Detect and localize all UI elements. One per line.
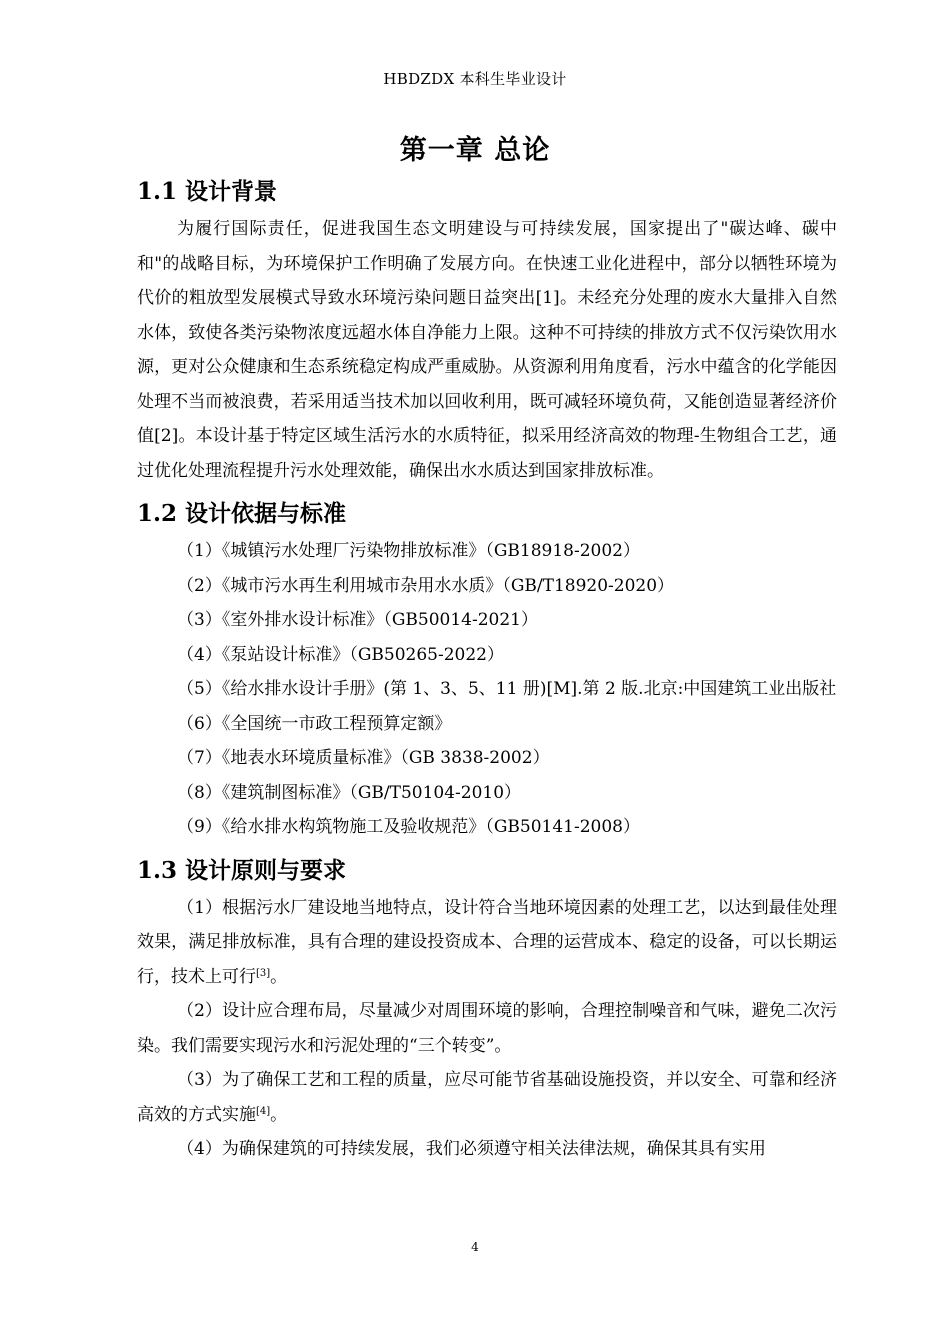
- page-header: HBDZDX 本科生毕业设计: [383, 70, 567, 88]
- standard-item: （4）《泵站设计标准》（GB50265-2022）: [177, 644, 504, 665]
- principle-text: （4）为确保建筑的可持续发展，我们必须遵守相关法律法规，确保其具有实用: [177, 1139, 766, 1159]
- principle-paragraph: [137, 994, 837, 1063]
- principle-text: （2）设计应合理布局，尽量减少对周围环境的影响，合理控制噪音和气味，避免二次污染。我们需要实现污水和污泥处理的“三个转变”。: [137, 1001, 837, 1056]
- section-heading-1-2: 1.2 设计依据与标准: [137, 500, 347, 527]
- standard-item: （1）《城镇污水处理厂污染物排放标准》（GB18918-2002）: [177, 541, 640, 561]
- principle-paragraph: [137, 891, 837, 995]
- standard-item: （3）《室外排水设计标准》（GB50014-2021）: [177, 610, 538, 630]
- page-content: [137, 172, 837, 1167]
- section-heading-1-3: 1.3 设计原则与要求: [137, 856, 347, 884]
- standard-item: （8）《建筑制图标准》（GB/T50104-2010）: [177, 782, 522, 803]
- standard-item: （5）《给水排水设计手册》(第 1、3、5、11 册)[M].第 2 版.北京:中国建筑工业出版社: [177, 679, 837, 699]
- standard-item: （2）《城市污水再生利用城市杂用水水质》（GB/T18920-2020）: [177, 575, 675, 596]
- principle-text: （1）根据污水厂建设地当地特点，设计符合当地环境因素的处理工艺，以达到最佳处理效果，满足排放标准，具有合理的建设投资成本、合理的运营成本、稳定的设备，可以长期运行，技术上可行: [137, 897, 837, 987]
- citation: [4]: [256, 1105, 271, 1117]
- principle-paragraph: [137, 1132, 837, 1167]
- section-heading-1-1: 1.1 设计背景: [137, 178, 278, 205]
- standard-item: （7）《地表水环境质量标准》（GB 3838-2002）: [177, 748, 550, 768]
- standard-item: （9）《给水排水构筑物施工及验收规范》（GB50141-2008）: [177, 817, 640, 837]
- principle-tail: 。: [270, 966, 288, 987]
- background-paragraph: 为履行国际责任，促进我国生态文明建设与可持续发展，国家提出了"碳达峰、碳中和"的战略目标，为环境保护工作明确了发展方向。在快速工业化进程中，部分以牺牲环境为代价的粗放型发展模式导致水环境污染问题日益突出[1]。未经充分处理的废水大量排入自然水体，致使各类污染物浓度远超水体自净能力上限。这种不可持续的排放方式不仅污染饮用水源，更对公众健康和生态系统稳定构成严重威胁。从资源利用角度看，污水中蕴含的化学能因处理不当而被浪费，若采用适当技术加以回收利用，既可减轻环境负荷，又能创造显著经济价值[2]。本设计基于特定区域生活污水的水质特征，拟采用经济高效的物理-生物组合工艺，通过优化处理流程提升污水处理效能，确保出水水质达到国家排放标准。: [137, 219, 837, 481]
- principle-tail: 。: [270, 1104, 288, 1125]
- citation: [3]: [256, 967, 271, 979]
- page-number: 4: [471, 1240, 479, 1254]
- principle-paragraph: [137, 1063, 837, 1132]
- chapter-title: 第一章 总论: [399, 135, 551, 166]
- principle-text: （3）为了确保工艺和工程的质量，应尽可能节省基础设施投资，并以安全、可靠和经济高效的方式实施: [137, 1070, 837, 1125]
- standard-item: （6）《全国统一市政工程预算定额》: [177, 713, 452, 734]
